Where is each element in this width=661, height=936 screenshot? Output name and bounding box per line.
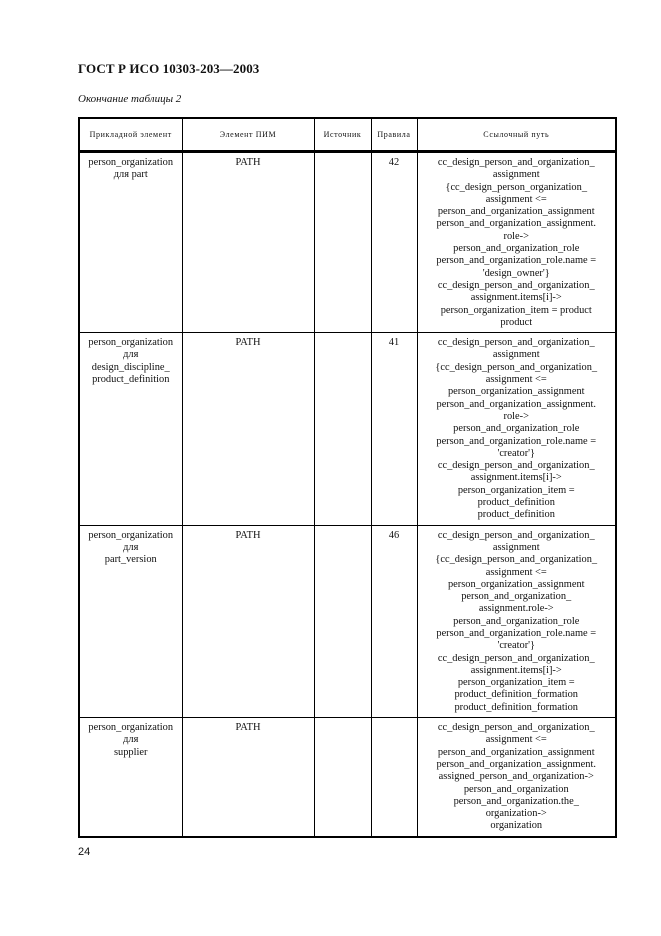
source-cell — [314, 525, 371, 717]
aim-element-cell: PATH — [182, 333, 314, 525]
application-element-cell: person_organization для part_version — [79, 525, 182, 717]
rules-cell: 41 — [371, 333, 417, 525]
mapping-table — [78, 117, 617, 838]
column-header-reference-path: Ссылочный путь — [417, 118, 616, 152]
application-element-cell: person_organization для part — [79, 152, 182, 333]
rules-cell: 42 — [371, 152, 417, 333]
column-header-application-element: Прикладной элемент — [79, 118, 182, 152]
page-number: 24 — [78, 846, 91, 858]
aim-element-cell: PATH — [182, 718, 314, 837]
table-row — [79, 152, 616, 333]
document-header: ГОСТ Р ИСО 10303-203—2003 — [78, 61, 260, 76]
table-row — [79, 333, 616, 525]
application-element-cell: person_organization для design_discipline_ product_definition — [79, 333, 182, 525]
rules-cell: 46 — [371, 525, 417, 717]
table-header-row — [79, 118, 616, 152]
reference-path-cell: cc_design_person_and_organization_ assignment {cc_design_person_and_organization_ assignment <= person_organization_assignment person_and_organization_assignment. role-> person_and_organization_role person_and_organization_role.name = 'creator'} cc_design_person_and_organization_ assignment.items[i]-> person_organization_item = product_definition product_definition — [417, 333, 616, 525]
aim-element-cell: PATH — [182, 525, 314, 717]
rules-cell — [371, 718, 417, 837]
reference-path-cell: cc_design_person_and_organization_ assignment {cc_design_person_and_organization_ assignment <= person_organization_assignment person_and_organization_ assignment.role-> person_and_organization_role person_and_organization_role.name = 'creator'} cc_design_person_and_organization_ assignment.items[i]-> person_organization_item = product_definition_formation product_definition_formation — [417, 525, 616, 717]
reference-path-cell: cc_design_person_and_organization_ assignment {cc_design_person_organization_ assignment <= person_and_organization_assignment person_and_organization_assignment. role-> person_and_organization_role person_and_organization_role.name = 'design_owner'} cc_design_person_and_organization_ assignment.items[i]-> person_organization_item = product product — [417, 152, 616, 333]
reference-path-cell: cc_design_person_and_organization_ assignment <= person_and_organization_assignment person_and_organization_assignment. assigned_person_and_organization-> person_and_organization person_and_organization.the_ organization-> organization — [417, 718, 616, 837]
source-cell — [314, 333, 371, 525]
column-header-source: Источник — [314, 118, 371, 152]
table-row — [79, 525, 616, 717]
column-header-rules: Правила — [371, 118, 417, 152]
table-row — [79, 718, 616, 837]
table-caption: Окончание таблицы 2 — [78, 93, 182, 105]
source-cell — [314, 152, 371, 333]
source-cell — [314, 718, 371, 837]
column-header-aim-element: Элемент ПИМ — [182, 118, 314, 152]
aim-element-cell: PATH — [182, 152, 314, 333]
application-element-cell: person_organization для supplier — [79, 718, 182, 837]
